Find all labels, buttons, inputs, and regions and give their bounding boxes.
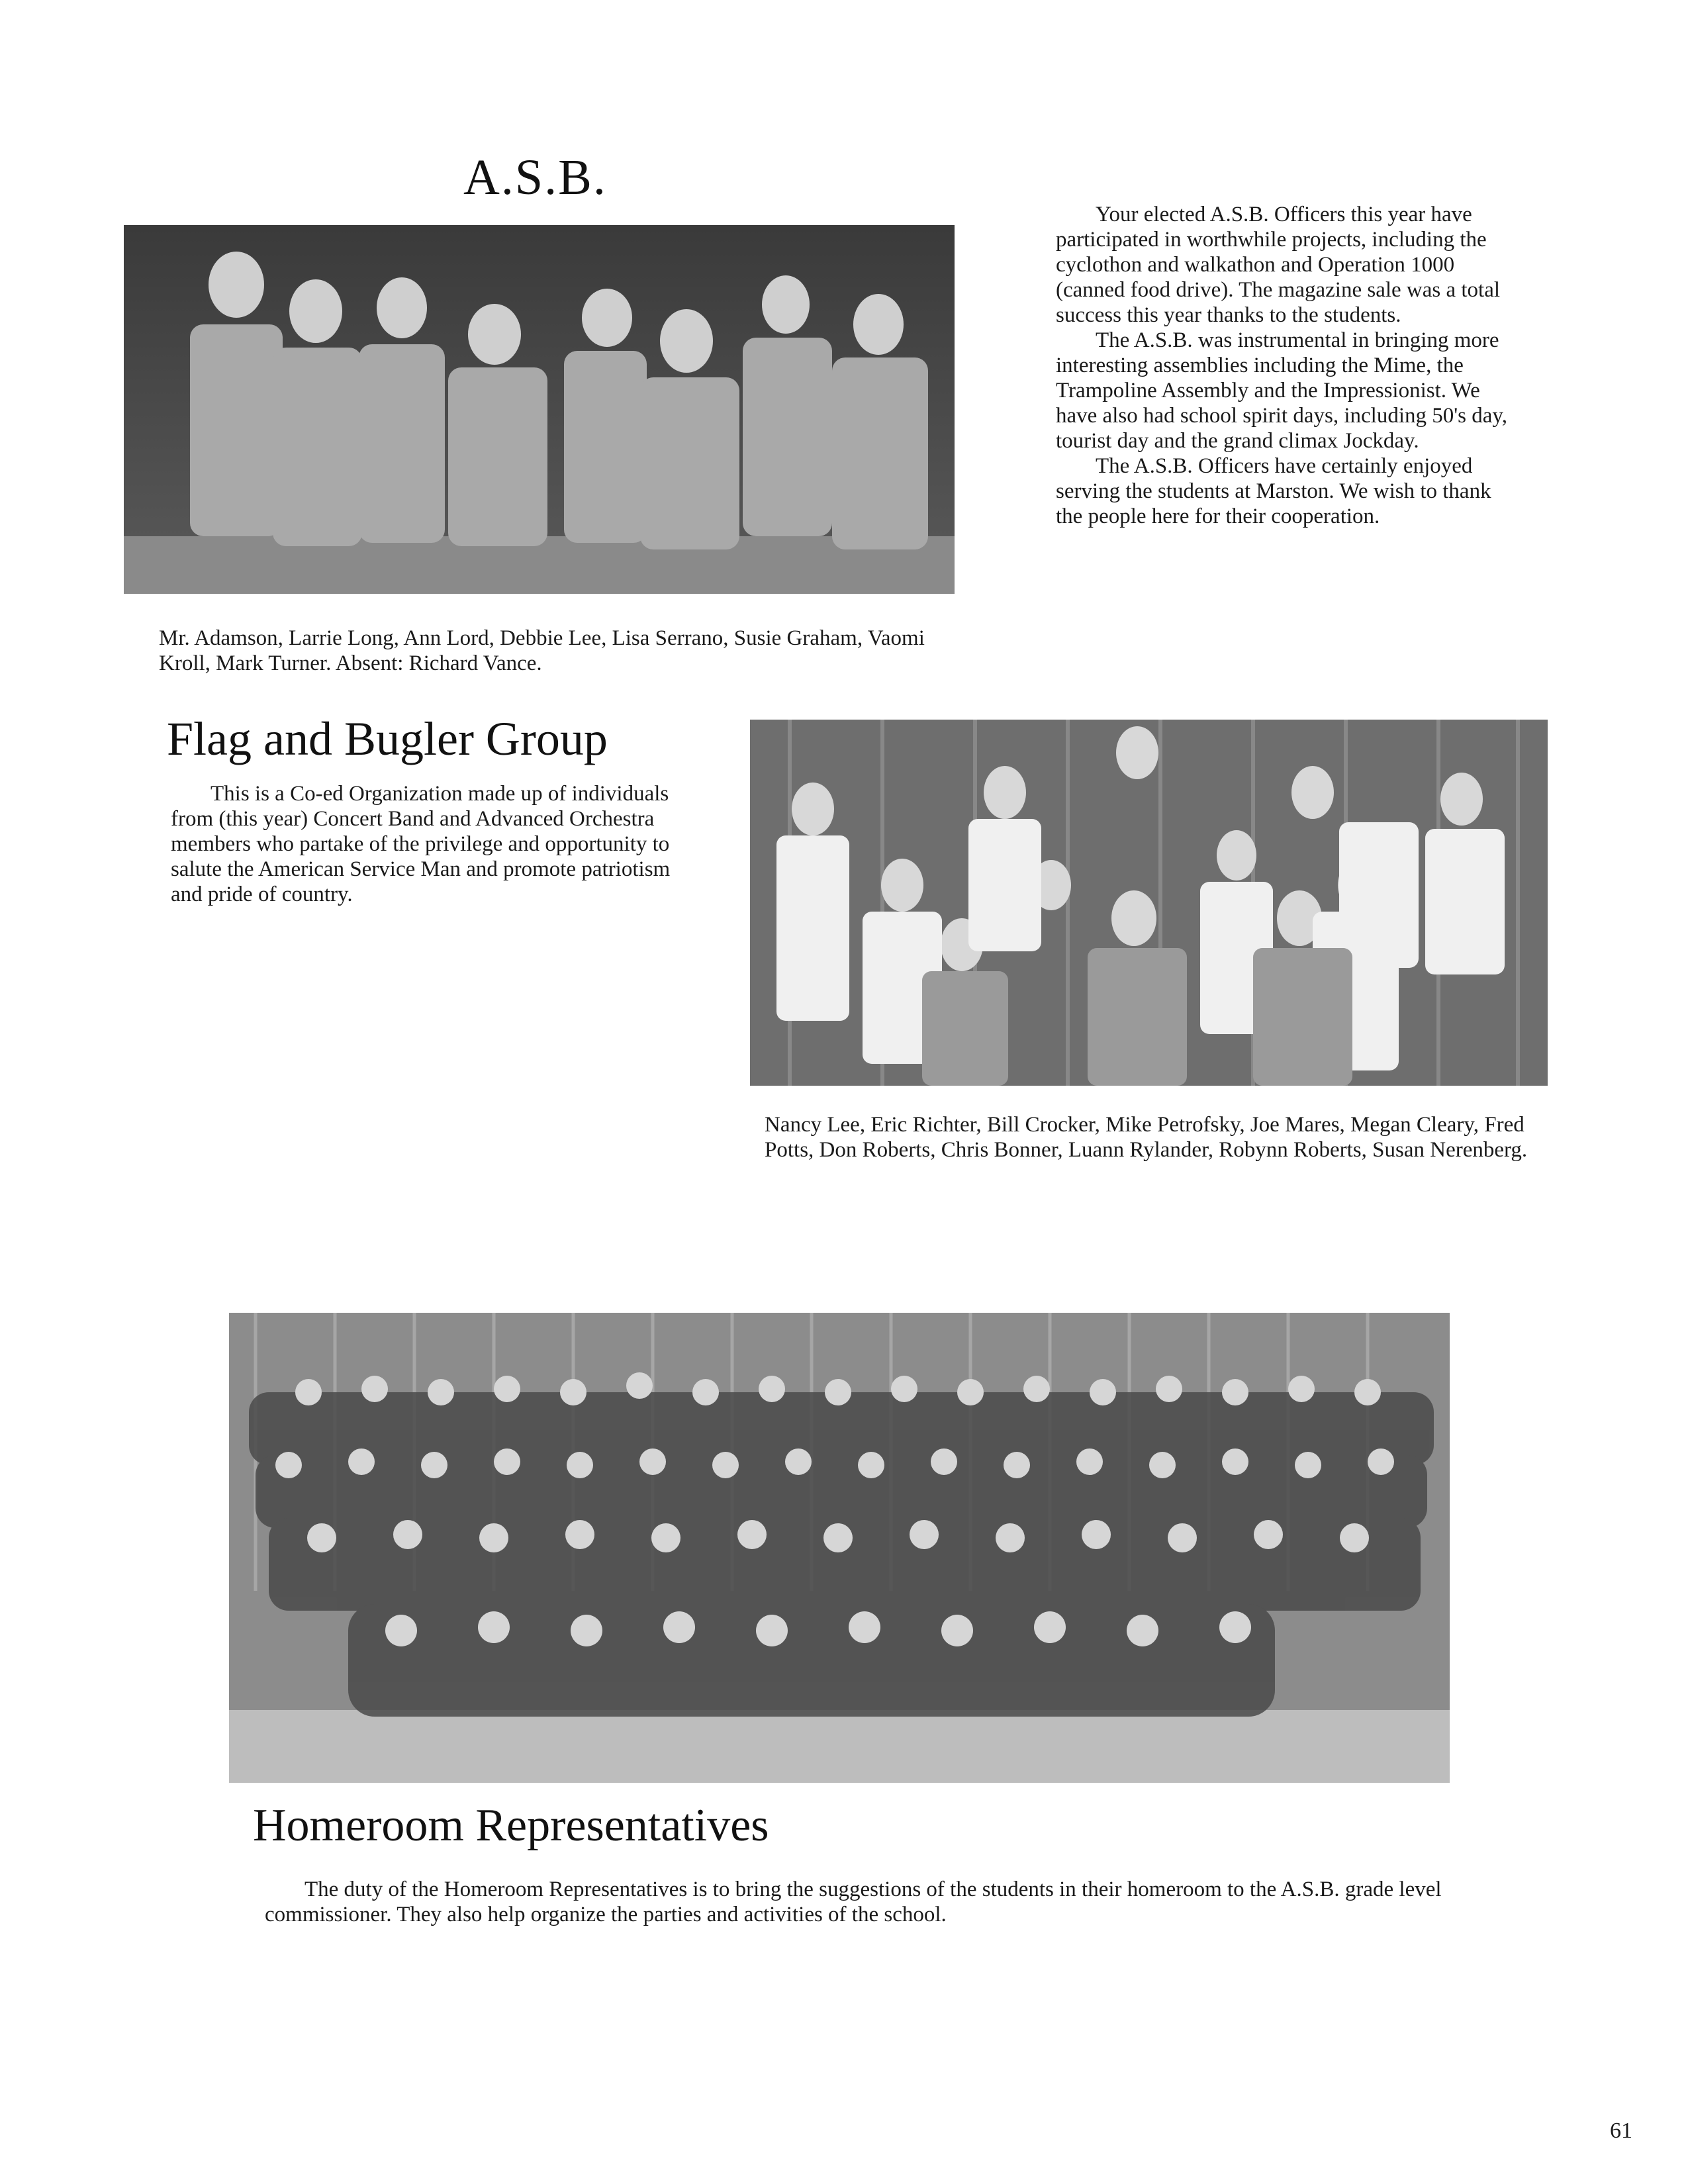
asb-paragraph: The A.S.B. Officers have certainly enjoyed serving the students at Marston. We wish to thank the people here for their cooperation.: [1056, 454, 1491, 528]
flag-bugler-paragraph: This is a Co-ed Organization made up of individuals from (this year) Concert Band and Advanced Orchestra members who partake of the privilege and opportunity to salute the American Service Man and promote patriotism and pride of country.: [171, 782, 671, 906]
asb-description: [1056, 202, 1519, 529]
flag-bugler-group-photo: [750, 720, 1548, 1086]
flag-bugler-photo-caption: Nancy Lee, Eric Richter, Bill Crocker, Mike Petrofsky, Joe Mares, Megan Cleary, Fred Potts, Don Roberts, Chris Bonner, Luann Rylander, Robynn Roberts, Susan Nerenberg.: [765, 1113, 1528, 1162]
homeroom-representatives-group-photo: [229, 1313, 1450, 1783]
flag-bugler-description: [171, 781, 694, 907]
asb-paragraph: Your elected A.S.B. Officers this year have participated in worthwhile projects, including the cyclothon and walkathon and Operation 1000 (canned food drive). The magazine sale was a total success this year thanks to the students.: [1056, 203, 1501, 327]
page-number: 61: [1610, 2118, 1632, 2143]
homeroom-representatives-heading: Homeroom Representatives: [253, 1800, 769, 1851]
asb-photo-caption: Mr. Adamson, Larrie Long, Ann Lord, Debbie Lee, Lisa Serrano, Susie Graham, Vaomi Kroll, Mark Turner. Absent: Richard Vance.: [159, 626, 925, 675]
asb-paragraph: The A.S.B. was instrumental in bringing more interesting assemblies including the Mime, the Trampoline Assembly and the Impressionist. We have also had school spirit days, including 50's day, tourist day and the grand climax Jockday.: [1056, 328, 1508, 453]
asb-heading: A.S.B.: [463, 150, 607, 205]
homeroom-representatives-description: [265, 1877, 1450, 1927]
flag-bugler-heading: Flag and Bugler Group: [167, 712, 608, 765]
asb-group-photo: [124, 225, 955, 594]
homeroom-paragraph: The duty of the Homeroom Representatives is to bring the suggestions of the students in their homeroom to the A.S.B. grade level commissioner. They also help organize the parties and activities of the school.: [265, 1877, 1442, 1926]
